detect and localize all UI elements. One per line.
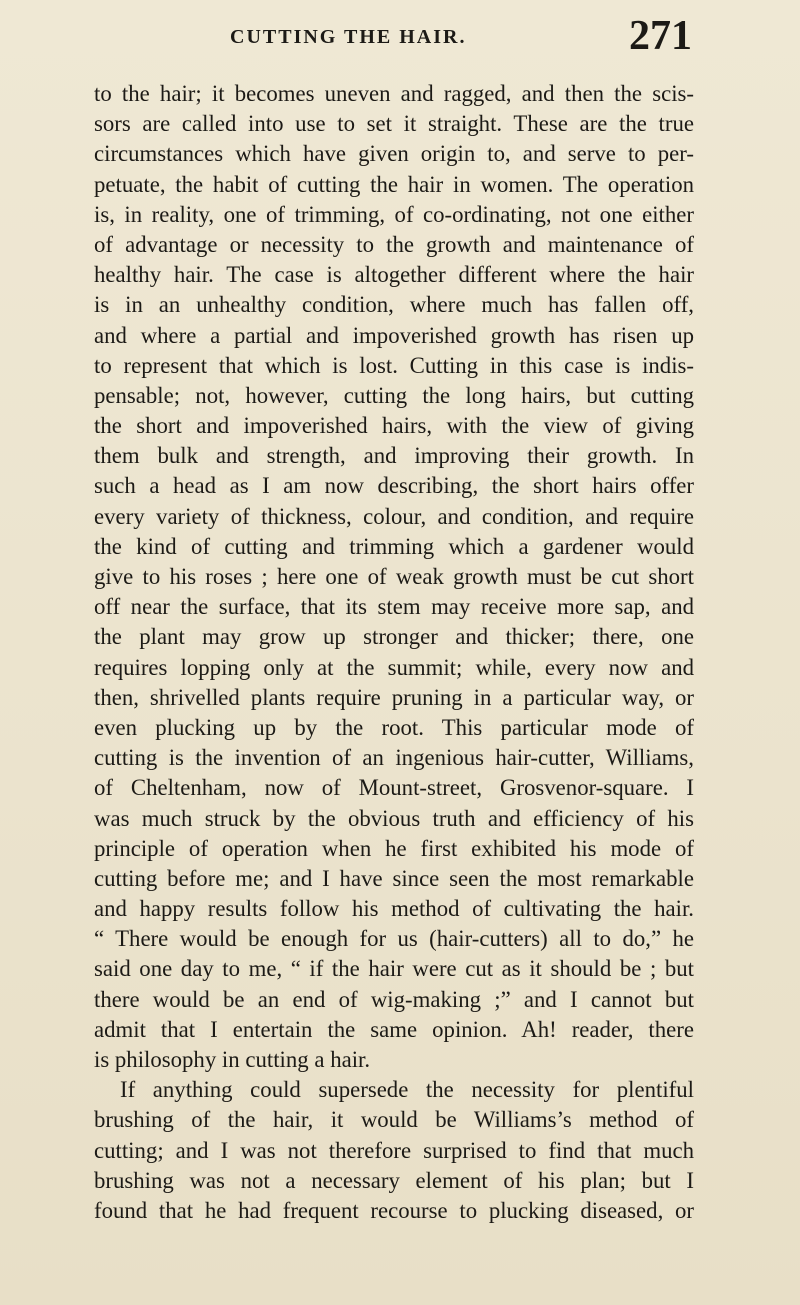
text-line: principle of operation when he first exhibited his mode of [94, 835, 694, 861]
text-line: circumstances which have given origin to, and serve to per- [94, 141, 694, 167]
text-line: off near the surface, that its stem may receive more sap, and [94, 594, 694, 620]
text-line: there would be an end of wig-making ;” and I cannot but [94, 986, 694, 1012]
text-line: petuate, the habit of cutting the hair in women. The operation [94, 171, 694, 197]
text-line: said one day to me, “ if the hair were cut as it should be ; but [94, 956, 694, 982]
text-line: and where a partial and impoverished growth has risen up [94, 322, 694, 348]
text-line: If anything could supersede the necessity for plentiful [120, 1077, 694, 1103]
text-line: then, shrivelled plants require pruning in a particular way, or [94, 684, 694, 710]
text-line: was much struck by the obvious truth and efficiency of his [94, 805, 694, 831]
text-line: cutting is the invention of an ingenious hair-cutter, Williams, [94, 745, 694, 771]
text-line: admit that I entertain the same opinion. Ah! reader, there [94, 1016, 694, 1042]
text-line: every variety of thickness, colour, and condition, and require [94, 503, 694, 529]
text-line: give to his roses ; here one of weak growth must be cut short [94, 564, 694, 589]
text-line: found that he had frequent recourse to plucking diseased, or [94, 1197, 694, 1223]
text-line: “ There would be enough for us (hair-cutters) all to do,” he [94, 926, 694, 952]
text-line: healthy hair. The case is altogether different where the hair [94, 262, 694, 288]
text-line: pensable; not, however, cutting the long hairs, but cutting [94, 382, 694, 408]
text-line: of advantage or necessity to the growth and maintenance of [94, 231, 694, 257]
text-line: to the hair; it becomes uneven and ragged, and then the scis- [94, 81, 694, 106]
text-line: brushing of the hair, it would be Williams’s method of [94, 1107, 694, 1133]
text-line: the kind of cutting and trimming which a gardener would [94, 533, 694, 559]
text-line: them bulk and strength, and improving their growth. In [94, 443, 694, 469]
text-line: and happy results follow his method of cultivating the hair. [94, 896, 694, 922]
text-line: cutting; and I was not therefore surprised to find that much [94, 1137, 694, 1163]
running-head: CUTTING THE HAIR. [230, 26, 467, 48]
text-line: sors are called into use to set it straight. These are the true [94, 111, 694, 137]
text-line: to represent that which is lost. Cutting in this case is indis- [94, 352, 694, 378]
page-header [96, 12, 692, 60]
text-line: the plant may grow up stronger and thicker; there, one [94, 624, 694, 650]
body-text [94, 79, 694, 1226]
text-line: is philosophy in cutting a hair. [94, 1047, 371, 1072]
text-line: such a head as I am now describing, the short hairs offer [94, 473, 694, 499]
page-number: 271 [629, 13, 692, 59]
text-line: even plucking up by the root. This particular mode of [94, 714, 694, 740]
text-line: the short and impoverished hairs, with the view of giving [94, 413, 694, 439]
text-line: of Cheltenham, now of Mount-street, Grosvenor-square. I [94, 775, 694, 801]
text-line: brushing was not a necessary element of his plan; but I [94, 1167, 694, 1193]
text-line: requires lopping only at the summit; while, every now and [94, 654, 694, 680]
text-line: is, in reality, one of trimming, of co-ordinating, not one either [94, 201, 694, 227]
text-line: is in an unhealthy condition, where much has fallen off, [94, 292, 694, 318]
text-line: cutting before me; and I have since seen the most remarkable [94, 865, 694, 891]
